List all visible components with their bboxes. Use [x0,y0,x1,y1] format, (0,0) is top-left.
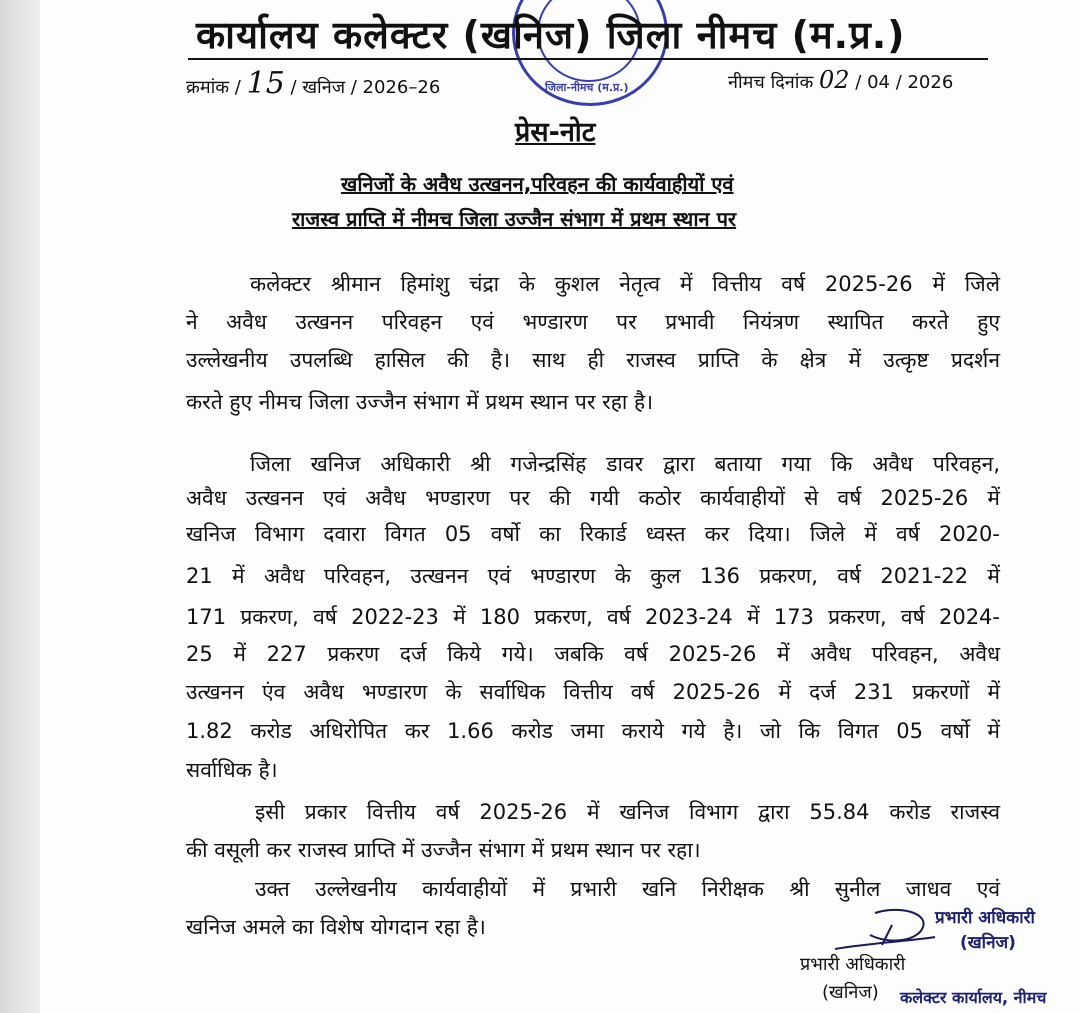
photo-edge [0,0,40,1013]
paragraph-line: 1.82 करोड अधिरोपित कर 1.66 करोड जमा कराये गये है। जो कि विगत 05 वर्षो में [186,719,1000,743]
stamp-department: (खनिज) [960,933,1016,953]
paragraph-line: सर्वाधिक है। [186,758,278,782]
paragraph-line: खनिज विभाग दवारा विगत 05 वर्षो का रिकार्ड ध्वस्त कर दिया। जिले में वर्ष 2020- [186,522,1000,546]
signatory-department: (खनिज) [822,982,879,1003]
paragraph-line: 21 में अवैध परिवहन, उत्खनन एवं भण्डारण के कुल 136 प्रकरण, वर्ष 2021-22 में [186,564,1000,588]
paragraph-line: इसी प्रकार वित्तीय वर्ष 2025-26 में खनिज विभाग द्वारा 55.84 करोड राजस्व [255,800,1000,824]
ref-number: 15 [246,66,285,101]
title-underline [188,58,988,60]
date-label: नीमच दिनांक [728,72,814,93]
paragraph-line: उल्लेखनीय उपलब्धि हासिल की है। साथ ही राजस्व प्राप्ति के क्षेत्र में उत्कृष्ट प्रदर्शन [186,348,1000,372]
reference-number [186,66,440,101]
date-line [728,66,953,94]
ref-suffix: / खनिज / 2026–26 [290,77,441,98]
subheading-line-1: खनिजों के अवैध उत्खनन,परिवहन की कार्यवाहीयों एवं [341,172,734,196]
paragraph-line: खनिज अमले का विशेष योगदान रहा है। [186,915,486,939]
paragraph-line: 171 प्रकरण, वर्ष 2022-23 में 180 प्रकरण, वर्ष 2023-24 में 173 प्रकरण, वर्ष 2024- [186,605,1000,629]
subheading-line-2: राजस्व प्राप्ति में नीमच जिला उज्जैन संभाग में प्रथम स्थान पर [292,207,737,231]
handwritten-signature [830,905,940,953]
date-day: 02 [819,66,850,94]
paragraph-line: करते हुए नीमच जिला उज्जैन संभाग में प्रथम स्थान पर रहा है। [186,390,654,414]
paragraph-line: की वसूली कर राजस्व प्राप्ति में उज्जैन संभाग में प्रथम स्थान पर रहा। [186,838,701,862]
date-rest: / 04 / 2026 [855,72,954,93]
press-note-heading: प्रेस-नोट [515,117,596,148]
stamp-title: प्रभारी अधिकारी [935,908,1035,928]
paragraph-line: 25 में 227 प्रकरण दर्ज किये गये। जबकि वर्ष 2025-26 में अवैध परिवहन, अवैध [186,642,1000,666]
paragraph-line: अवैध उत्खनन एवं अवैध भण्डारण पर की गयी कठोर कार्यवाहीयों से वर्ष 2025-26 में [186,486,1000,510]
paragraph-line: जिला खनिज अधिकारी श्री गजेन्द्रसिंह डावर द्वारा बताया गया कि अवैध परिवहन, [250,452,1000,476]
seal-text: जिला-नीमच (म.प्र.) [545,81,629,94]
paragraph-line: ने अवैध उत्खनन परिवहन एवं भण्डारण पर प्रभावी नियंत्रण स्थापित करते हुए [186,310,1000,334]
signatory-title: प्रभारी अधिकारी [800,954,906,975]
paragraph-line: उत्खनन एंव अवैध भण्डारण के सर्वाधिक वित्तीय वर्ष 2025-26 में दर्ज 231 प्रकरणों में [186,680,1001,704]
stamp-office: कलेक्टर कार्यालय, नीमच [900,988,1047,1007]
ref-label: क्रमांक / [186,77,241,98]
office-title: कार्यालय कलेक्टर (खनिज) जिला नीमच (म.प्र.) [196,13,906,57]
paragraph-line: उक्त उल्लेखनीय कार्यवाहीयों में प्रभारी खनि निरीक्षक श्री सुनील जाधव एवं [255,877,1000,901]
paragraph-line: कलेक्टर श्रीमान हिमांशु चंद्रा के कुशल नेतृत्व में वित्तीय वर्ष 2025-26 में जिले [250,272,1000,296]
